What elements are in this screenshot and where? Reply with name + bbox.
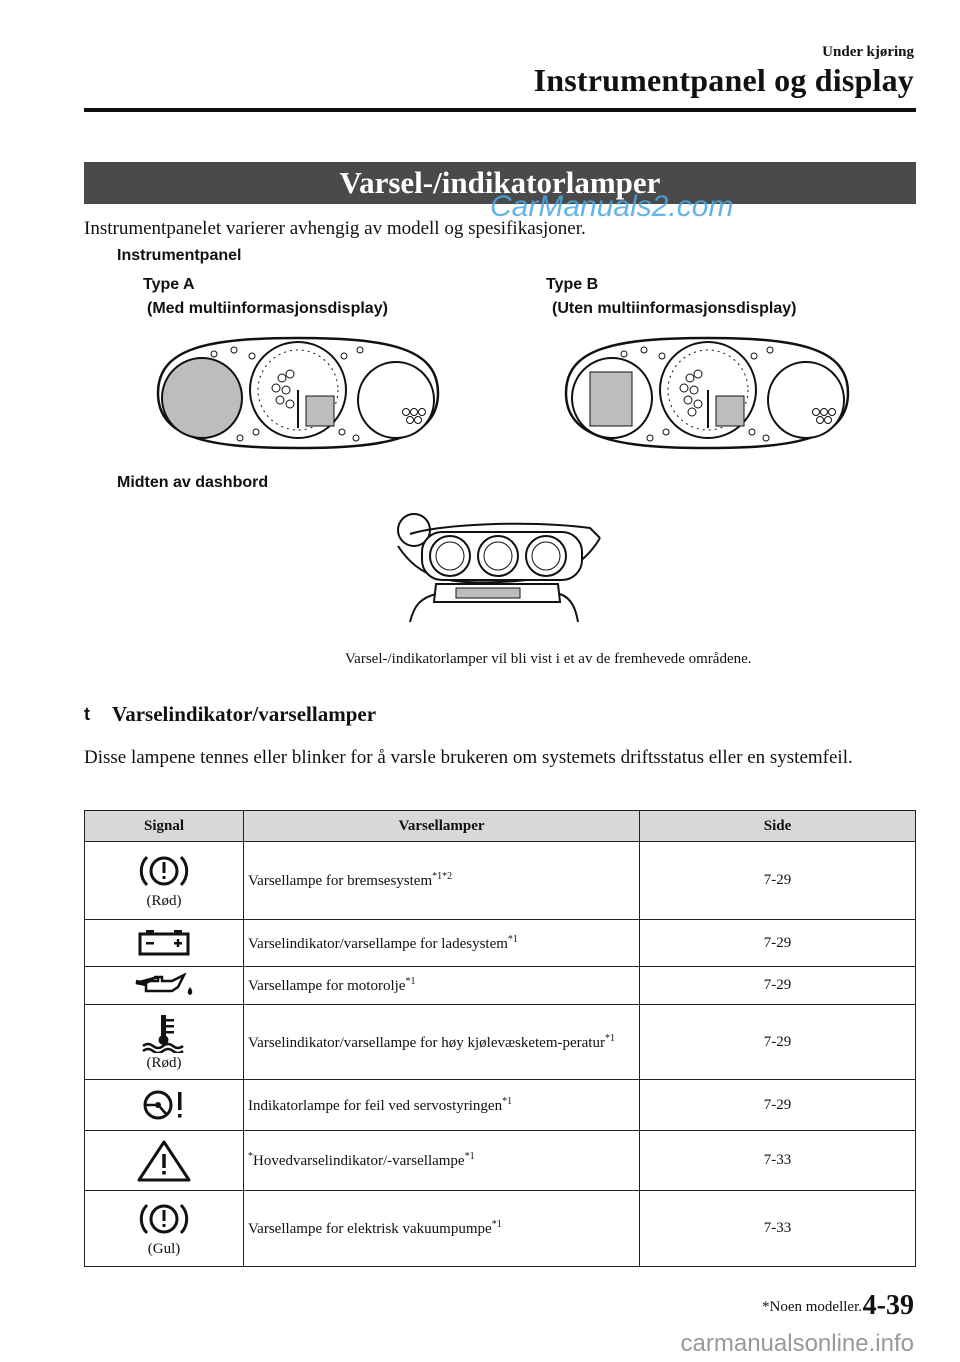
footnote: *Noen modeller. — [762, 1299, 862, 1315]
page-cell: 7-29 — [640, 967, 916, 1005]
type-b-sublabel: (Uten multiinformasjonsdisplay) — [552, 300, 797, 317]
signal-cell — [85, 1080, 244, 1131]
column-header-lamps: Varsellamper — [244, 811, 640, 842]
signal-cell — [85, 842, 244, 920]
section-title: Varsel-/indikatorlamper — [84, 162, 916, 204]
battery-icon — [134, 928, 194, 958]
power-steering-icon — [134, 1088, 194, 1122]
dashboard-center-label: Midten av dashbord — [117, 474, 269, 491]
chapter-title: Instrumentpanel og display — [533, 62, 914, 98]
lamp-cell: Varsellampe for motorolje$^{*1}$ — [244, 967, 640, 1005]
running-section-label: Under kjøring — [822, 44, 914, 60]
table-row — [85, 1005, 916, 1080]
type-a-sublabel: (Med multiinformasjonsdisplay) — [147, 300, 388, 317]
warning-lights-table — [84, 810, 916, 1267]
watermark: CarManuals2.com — [490, 190, 734, 223]
color-note: (Gul) — [147, 1241, 181, 1257]
page-cell: 7-29 — [640, 920, 916, 967]
oil-can-icon — [132, 973, 196, 999]
subsection-bullet: t — [84, 704, 90, 724]
subsection-text: Disse lampene tennes eller blinker for å varsle brukeren om systemets driftsstatus eller en systemfeil. — [84, 747, 853, 768]
table-header-row — [85, 811, 916, 842]
color-note: (Rød) — [146, 893, 182, 909]
dashboard-center-illustration — [380, 510, 610, 628]
brake-warning-icon — [136, 851, 192, 891]
type-a-label: Type A — [143, 276, 195, 293]
intro-text: Instrumentpanelet varierer avhengig av modell og spesifikasjoner. — [84, 218, 586, 239]
page-number: 4-39 — [862, 1290, 914, 1321]
type-b-cluster-illustration — [556, 328, 858, 458]
figure-caption: Varsel-/indikatorlamper vil bli vist i et av de fremhevede områdene. — [345, 651, 752, 667]
column-header-signal: Signal — [85, 811, 244, 842]
color-note: (Rød) — [146, 1054, 182, 1071]
table-row — [85, 967, 916, 1005]
page-cell: 7-29 — [640, 1005, 916, 1080]
table-row — [85, 920, 916, 967]
table-row — [85, 842, 916, 920]
lamp-cell: Varselindikator/varsellampe for høy kjølevæsketem-peratur$^{*1}$ — [244, 1005, 640, 1080]
lamp-cell: Varsellampe for bremsesystem$^{*1*2}$ — [244, 842, 640, 920]
type-b-label: Type B — [546, 276, 599, 293]
lamp-cell: Varsellampe for elektrisk vakuumpumpe$^{*1}$ — [244, 1191, 640, 1267]
signal-cell — [85, 1005, 244, 1080]
master-warning-icon — [136, 1139, 192, 1183]
table-row — [85, 1080, 916, 1131]
coolant-temperature-icon — [139, 1013, 189, 1053]
page-cell: 7-29 — [640, 1080, 916, 1131]
signal-cell — [85, 1191, 244, 1267]
column-header-page: Side — [640, 811, 916, 842]
signal-cell — [85, 1131, 244, 1191]
page-cell: 7-29 — [640, 842, 916, 920]
signal-cell — [85, 920, 244, 967]
type-a-cluster-illustration — [148, 328, 448, 458]
vacuum-pump-warning-icon — [136, 1199, 192, 1239]
table-row — [85, 1131, 916, 1191]
panel-label: Instrumentpanel — [117, 247, 242, 264]
lamp-cell: *Hovedvarselindikator/-varsellampe$^{*1}$ — [244, 1131, 640, 1191]
lamp-cell: Varselindikator/varsellampe for ladesystem$^{*1}$ — [244, 920, 640, 967]
page-cell: 7-33 — [640, 1191, 916, 1267]
header-divider — [84, 108, 916, 112]
subsection-title: Varselindikator/varsellamper — [112, 702, 377, 726]
signal-cell — [85, 967, 244, 1005]
page-cell: 7-33 — [640, 1131, 916, 1191]
footer-watermark: carmanualsonline.info — [680, 1330, 914, 1357]
lamp-cell: Indikatorlampe for feil ved servostyringen$^{*1}$ — [244, 1080, 640, 1131]
table-row — [85, 1191, 916, 1267]
